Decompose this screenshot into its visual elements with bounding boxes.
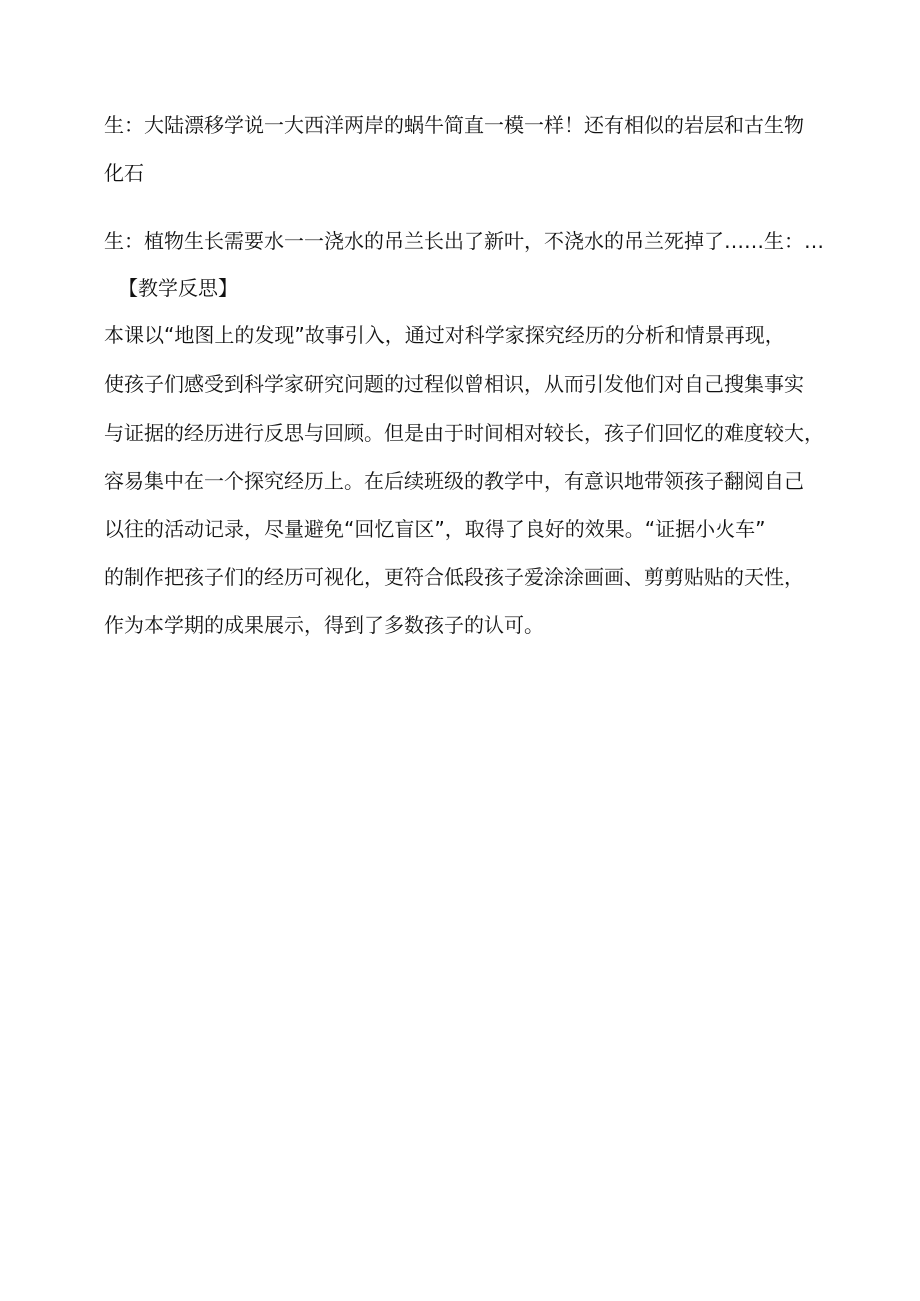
reflection-line: 与证据的经历进行反思与回顾。但是由于时间相对较长，孩子们回忆的难度较大， bbox=[104, 421, 824, 445]
reflection-line: 的制作把孩子们的经历可视化，更符合低段孩子爱涂涂画画、剪剪贴贴的天性， bbox=[104, 565, 804, 589]
reflection-line: 容易集中在一个探究经历上。在后续班级的教学中，有意识地带领孩子翻阅自己 bbox=[104, 469, 804, 493]
reflection-line: 以往的活动记录，尽量避免“回忆盲区”，取得了良好的效果。“证据小火车” bbox=[104, 517, 766, 541]
reflection-line: 使孩子们感受到科学家研究问题的过程似曾相识，从而引发他们对自己搜集事实 bbox=[104, 372, 804, 396]
reflection-line: 本课以“地图上的发现”故事引入，通过对科学家探究经历的分析和情景再现， bbox=[104, 323, 785, 347]
dialogue-line-1-continued: 化石 bbox=[104, 161, 144, 185]
dialogue-line-2: 生：植物生长需要水一一浇水的吊兰长出了新叶，不浇水的吊兰死掉了……生：… bbox=[104, 229, 824, 253]
section-heading: 【教学反思】 bbox=[118, 276, 238, 300]
dialogue-line-1: 生：大陆漂移学说一大西洋两岸的蜗牛简直一模一样！还有相似的岩层和古生物 bbox=[104, 113, 804, 137]
reflection-line: 作为本学期的成果展示，得到了多数孩子的认可。 bbox=[104, 613, 544, 637]
